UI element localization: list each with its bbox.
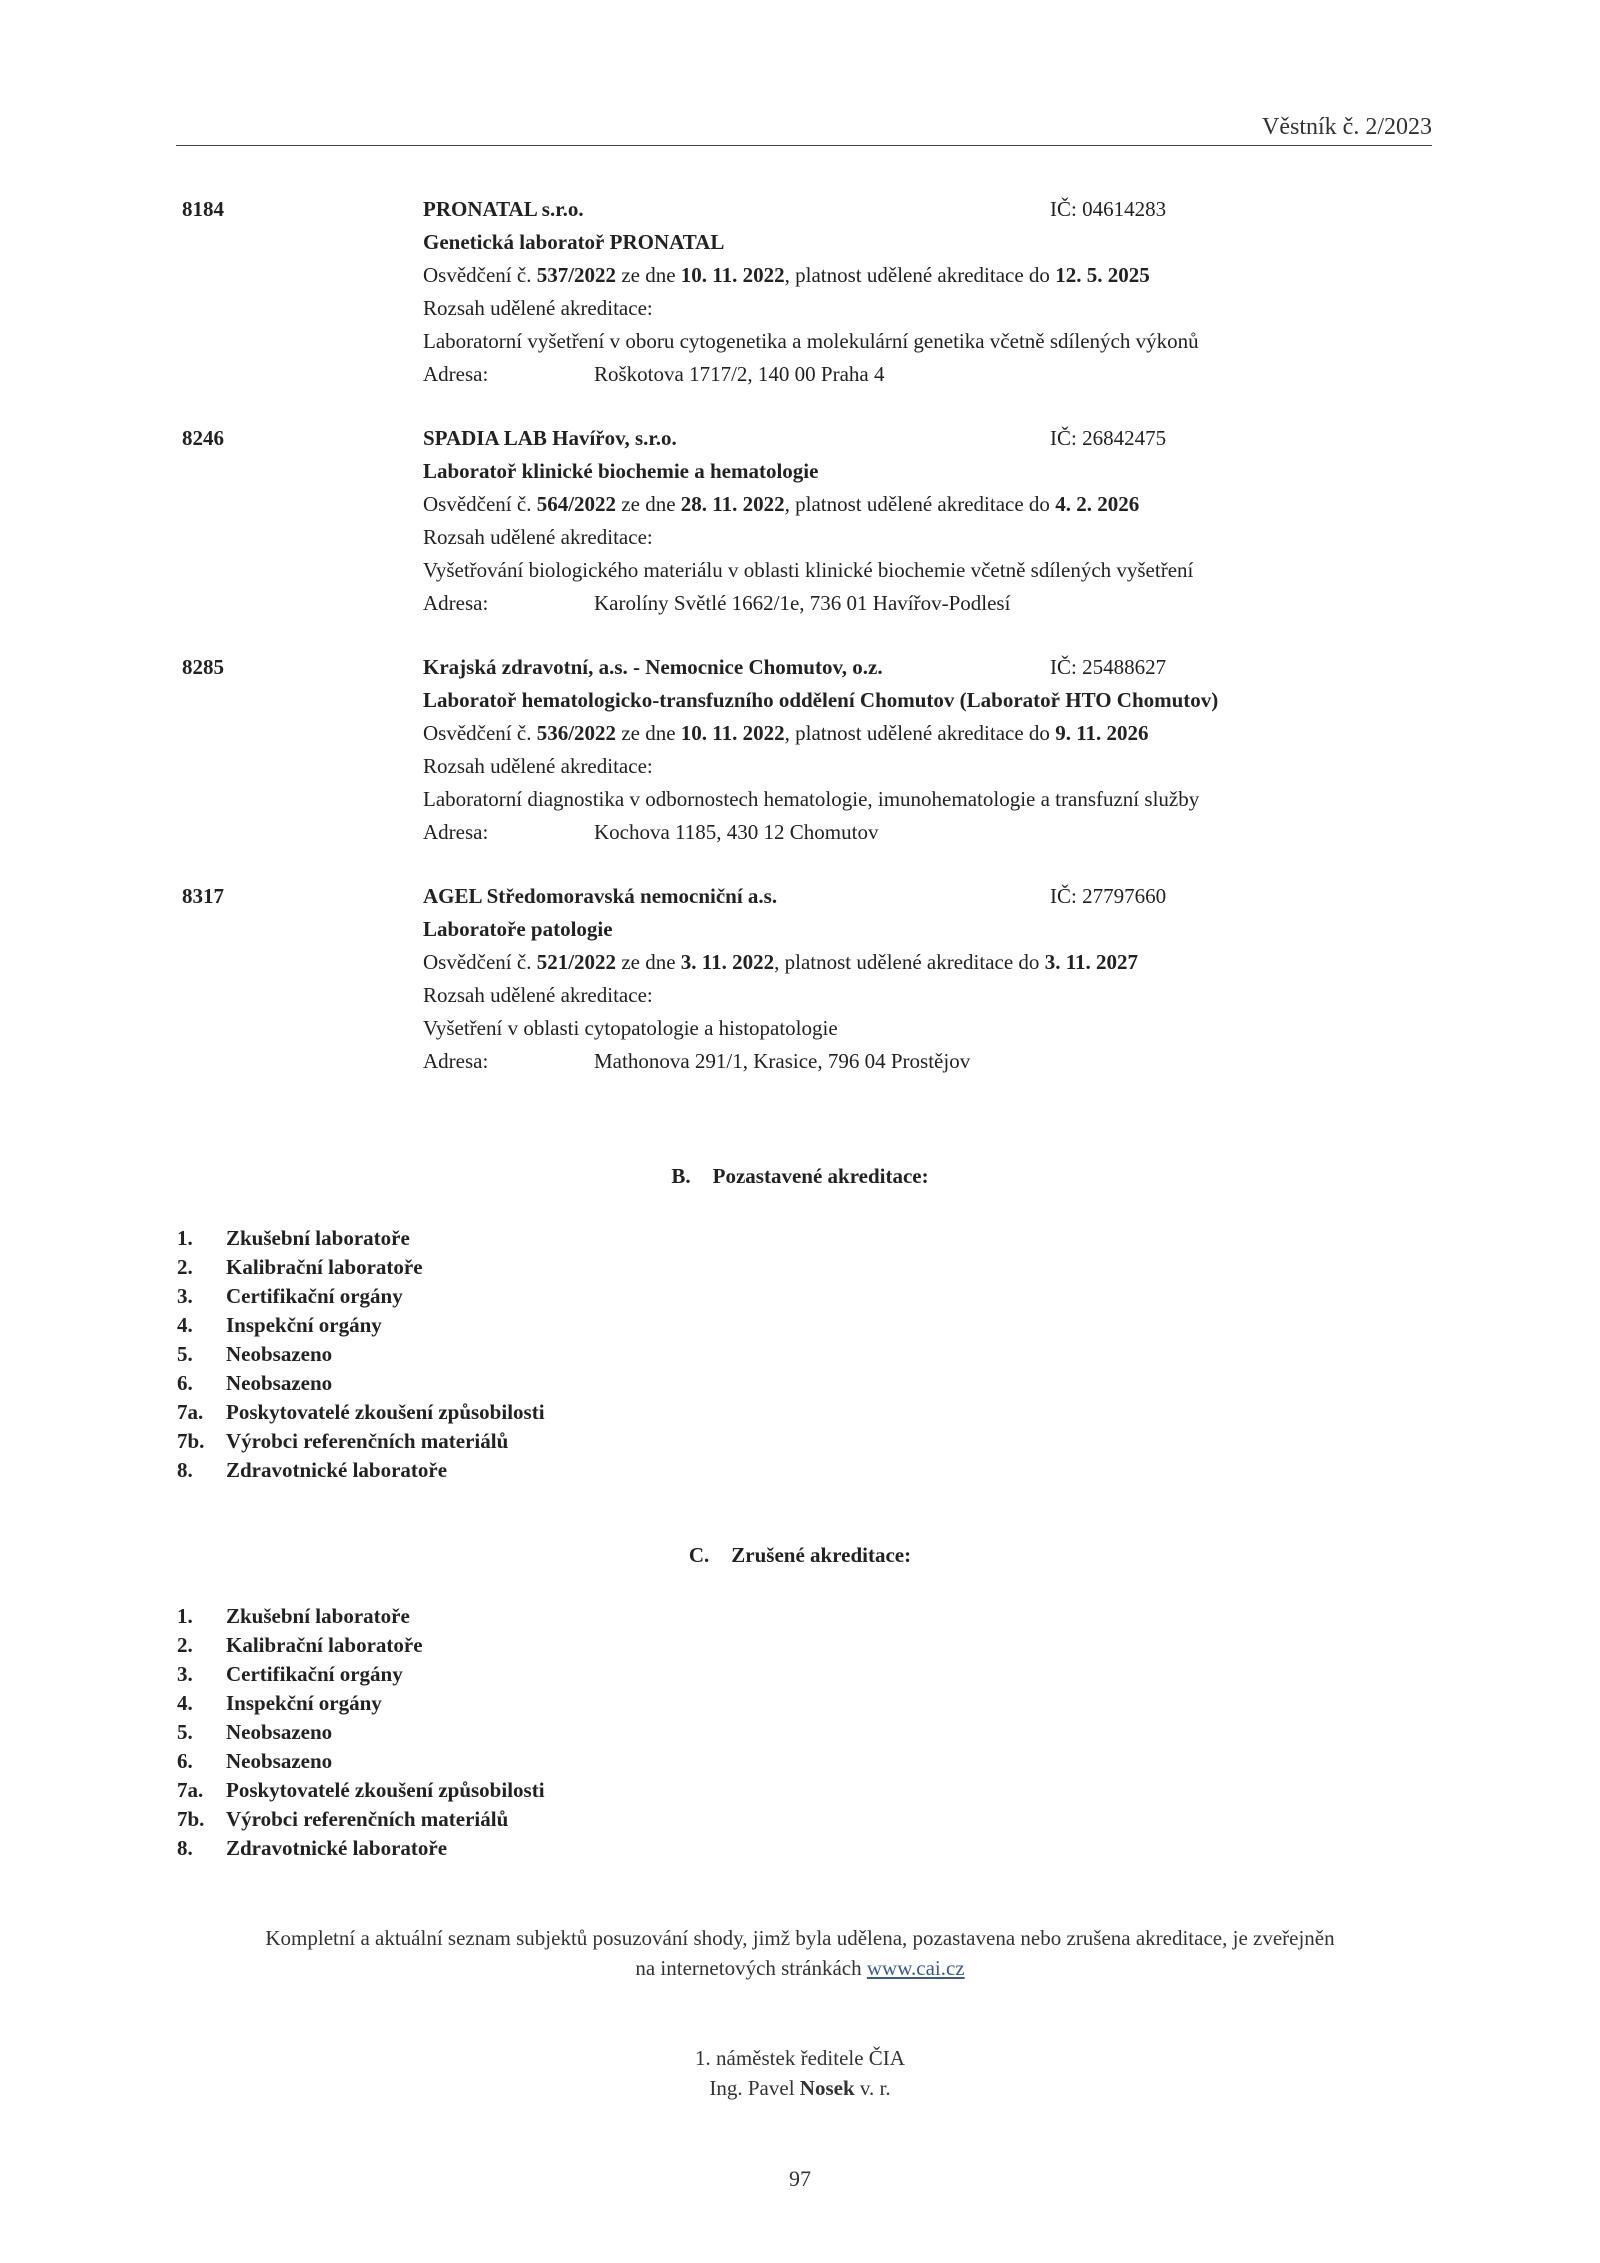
address-value: Karolíny Světlé 1662/1e, 736 01 Havířov-Podlesí — [594, 591, 1011, 615]
entry-8285 — [182, 651, 1432, 880]
list-label: Zdravotnické laboratoře — [226, 1836, 448, 1860]
address-value: Roškotova 1717/2, 140 00 Praha 4 — [594, 362, 885, 386]
list-marker: 7b. — [177, 1429, 205, 1453]
validity-text: , platnost udělené akreditace do — [784, 721, 1056, 745]
list-item — [177, 1253, 545, 1282]
scope-label: Rozsah udělené akreditace: — [423, 983, 653, 1007]
laboratory-name: Laboratoře patologie — [423, 917, 613, 941]
list-label: Kalibrační laboratoře — [226, 1633, 423, 1657]
list-label: Inspekční orgány — [226, 1691, 382, 1715]
section-b-list — [177, 1224, 545, 1485]
list-item — [177, 1631, 545, 1660]
list-marker: 8. — [177, 1836, 193, 1860]
organization-name: AGEL Středomoravská nemocniční a.s. — [423, 884, 778, 908]
certificate-prefix: Osvědčení č. — [423, 950, 537, 974]
company-id: IČ: 04614283 — [1050, 197, 1167, 221]
validity-text: , platnost udělené akreditace do — [784, 263, 1056, 287]
list-marker: 7a. — [177, 1778, 204, 1802]
list-item — [177, 1834, 545, 1863]
list-item — [177, 1718, 545, 1747]
company-id: IČ: 26842475 — [1050, 426, 1167, 450]
certificate-line — [423, 946, 1423, 979]
validity-date: 3. 11. 2027 — [1044, 950, 1139, 974]
footer-note-line1: Kompletní a aktuální seznam subjektů posuzování shody, jimž byla udělena, pozastavena nebo zrušena akreditace, je zveřejněn — [265, 1926, 1335, 1950]
signatory-name-prefix: Ing. Pavel — [709, 2076, 800, 2100]
list-label: Poskytovatelé zkoušení způsobilosti — [226, 1778, 545, 1802]
list-item — [177, 1776, 545, 1805]
scope-label: Rozsah udělené akreditace: — [423, 296, 653, 320]
list-item — [177, 1311, 545, 1340]
laboratory-name: Laboratoř hematologicko-transfuzního oddělení Chomutov (Laboratoř HTO Chomutov) — [423, 688, 1219, 712]
company-id: IČ: 27797660 — [1050, 884, 1167, 908]
footer-note — [160, 1923, 1440, 1983]
list-marker: 6. — [177, 1749, 193, 1773]
list-marker: 7b. — [177, 1807, 205, 1831]
list-marker: 2. — [177, 1255, 193, 1279]
list-marker: 1. — [177, 1226, 193, 1250]
list-marker: 5. — [177, 1720, 193, 1744]
signatory-surname: Nosek — [799, 2076, 855, 2100]
entry-8246 — [182, 422, 1432, 651]
validity-date: 12. 5. 2025 — [1055, 263, 1150, 287]
scope-text: Vyšetření v oblasti cytopatologie a histopatologie — [423, 1016, 838, 1040]
signatory-name-line — [0, 2073, 1600, 2103]
section-c-list — [177, 1602, 545, 1863]
certificate-prefix: Osvědčení č. — [423, 721, 537, 745]
list-item — [177, 1805, 545, 1834]
section-b-letter: B. — [671, 1164, 691, 1188]
list-label: Neobsazeno — [226, 1371, 333, 1395]
certificate-number: 536/2022 — [536, 721, 617, 745]
section-c-title: Zrušené akreditace: — [731, 1543, 912, 1567]
address-label: Adresa: — [423, 1049, 489, 1073]
list-marker: 4. — [177, 1691, 193, 1715]
entry-body — [423, 651, 1423, 849]
section-c-heading — [0, 1543, 1600, 1568]
list-label: Zkušební laboratoře — [226, 1226, 410, 1250]
certificate-text: ze dne — [616, 950, 681, 974]
list-label: Poskytovatelé zkoušení způsobilosti — [226, 1400, 545, 1424]
bulletin-title: Věstník č. 2/2023 — [1262, 114, 1432, 140]
list-marker: 5. — [177, 1342, 193, 1366]
list-label: Kalibrační laboratoře — [226, 1255, 423, 1279]
entry-body — [423, 193, 1423, 391]
certificate-text: ze dne — [616, 492, 681, 516]
organization-name: SPADIA LAB Havířov, s.r.o. — [423, 426, 677, 450]
list-label: Inspekční orgány — [226, 1313, 382, 1337]
address-line — [423, 1045, 1423, 1078]
address-label: Adresa: — [423, 820, 489, 844]
list-marker: 3. — [177, 1284, 193, 1308]
certificate-text: ze dne — [616, 721, 681, 745]
certificate-line — [423, 488, 1423, 521]
laboratory-name: Genetická laboratoř PRONATAL — [423, 230, 725, 254]
footer-note-prefix: na internetových stránkách — [635, 1956, 867, 1980]
address-label: Adresa: — [423, 362, 489, 386]
certificate-prefix: Osvědčení č. — [423, 492, 537, 516]
list-item — [177, 1747, 545, 1776]
list-label: Zkušební laboratoře — [226, 1604, 410, 1628]
company-id: IČ: 25488627 — [1050, 655, 1167, 679]
list-label: Neobsazeno — [226, 1342, 333, 1366]
list-item — [177, 1282, 545, 1311]
address-label: Adresa: — [423, 591, 489, 615]
section-c-letter: C. — [688, 1543, 710, 1567]
certificate-line — [423, 717, 1423, 750]
signatory-suffix: v. r. — [854, 2076, 891, 2100]
list-item — [177, 1224, 545, 1253]
entry-number: 8285 — [182, 655, 224, 679]
address-line — [423, 587, 1423, 620]
list-label: Certifikační orgány — [226, 1284, 403, 1308]
list-label: Zdravotnické laboratoře — [226, 1458, 448, 1482]
list-marker: 3. — [177, 1662, 193, 1686]
list-item — [177, 1689, 545, 1718]
entry-number: 8246 — [182, 426, 224, 450]
list-marker: 7a. — [177, 1400, 204, 1424]
section-b-title: Pozastavené akreditace: — [712, 1164, 929, 1188]
validity-text: , platnost udělené akreditace do — [774, 950, 1045, 974]
entry-8317 — [182, 880, 1432, 1109]
entry-number: 8184 — [182, 197, 224, 221]
entry-number: 8317 — [182, 884, 224, 908]
address-line — [423, 816, 1423, 849]
list-item — [177, 1427, 545, 1456]
signatory-role: 1. náměstek ředitele ČIA — [695, 2046, 905, 2070]
list-item — [177, 1602, 545, 1631]
cai-website-link[interactable]: www.cai.cz — [866, 1956, 965, 1980]
certificate-number: 564/2022 — [536, 492, 617, 516]
footer-note-line2 — [160, 1953, 1440, 1983]
list-marker: 2. — [177, 1633, 193, 1657]
list-label: Certifikační orgány — [226, 1662, 403, 1686]
certificate-number: 537/2022 — [536, 263, 617, 287]
organization-name: PRONATAL s.r.o. — [423, 197, 584, 221]
list-label: Neobsazeno — [226, 1720, 333, 1744]
address-value: Mathonova 291/1, Krasice, 796 04 Prostějov — [594, 1049, 971, 1073]
list-item — [177, 1660, 545, 1689]
list-label: Neobsazeno — [226, 1749, 333, 1773]
list-item — [177, 1398, 545, 1427]
entry-body — [423, 880, 1423, 1078]
certificate-date: 10. 11. 2022 — [680, 263, 785, 287]
certificate-prefix: Osvědčení č. — [423, 263, 537, 287]
organization-name: Krajská zdravotní, a.s. - Nemocnice Chomutov, o.z. — [423, 655, 883, 679]
list-label: Výrobci referenčních materiálů — [226, 1429, 509, 1453]
validity-text: , platnost udělené akreditace do — [784, 492, 1056, 516]
certificate-date: 28. 11. 2022 — [680, 492, 785, 516]
certificate-date: 3. 11. 2022 — [680, 950, 775, 974]
scope-text: Vyšetřování biologického materiálu v oblasti klinické biochemie včetně sdílených vyšetření — [423, 558, 1194, 582]
address-value: Kochova 1185, 430 12 Chomutov — [594, 820, 879, 844]
list-item — [177, 1456, 545, 1485]
header-divider — [176, 145, 1432, 146]
certificate-number: 521/2022 — [536, 950, 617, 974]
scope-label: Rozsah udělené akreditace: — [423, 525, 653, 549]
entry-body — [423, 422, 1423, 620]
page-number: 97 — [789, 2166, 811, 2191]
validity-date: 9. 11. 2026 — [1055, 721, 1149, 745]
list-marker: 6. — [177, 1371, 193, 1395]
scope-text: Laboratorní diagnostika v odbornostech hematologie, imunohematologie a transfuzní služby — [423, 787, 1200, 811]
list-marker: 1. — [177, 1604, 193, 1628]
laboratory-name: Laboratoř klinické biochemie a hematologie — [423, 459, 819, 483]
certificate-date: 10. 11. 2022 — [680, 721, 785, 745]
certificate-line — [423, 259, 1423, 292]
address-line — [423, 358, 1423, 391]
certificate-text: ze dne — [616, 263, 681, 287]
list-marker: 4. — [177, 1313, 193, 1337]
list-label: Výrobci referenčních materiálů — [226, 1807, 509, 1831]
validity-date: 4. 2. 2026 — [1055, 492, 1140, 516]
list-item — [177, 1340, 545, 1369]
entry-8184 — [182, 193, 1432, 422]
signature-block — [0, 2043, 1600, 2103]
list-item — [177, 1369, 545, 1398]
section-b-heading — [0, 1164, 1600, 1189]
scope-label: Rozsah udělené akreditace: — [423, 754, 653, 778]
scope-text: Laboratorní vyšetření v oboru cytogenetika a molekulární genetika včetně sdílených výkonů — [423, 329, 1199, 353]
accreditation-entries — [182, 193, 1432, 1109]
list-marker: 8. — [177, 1458, 193, 1482]
